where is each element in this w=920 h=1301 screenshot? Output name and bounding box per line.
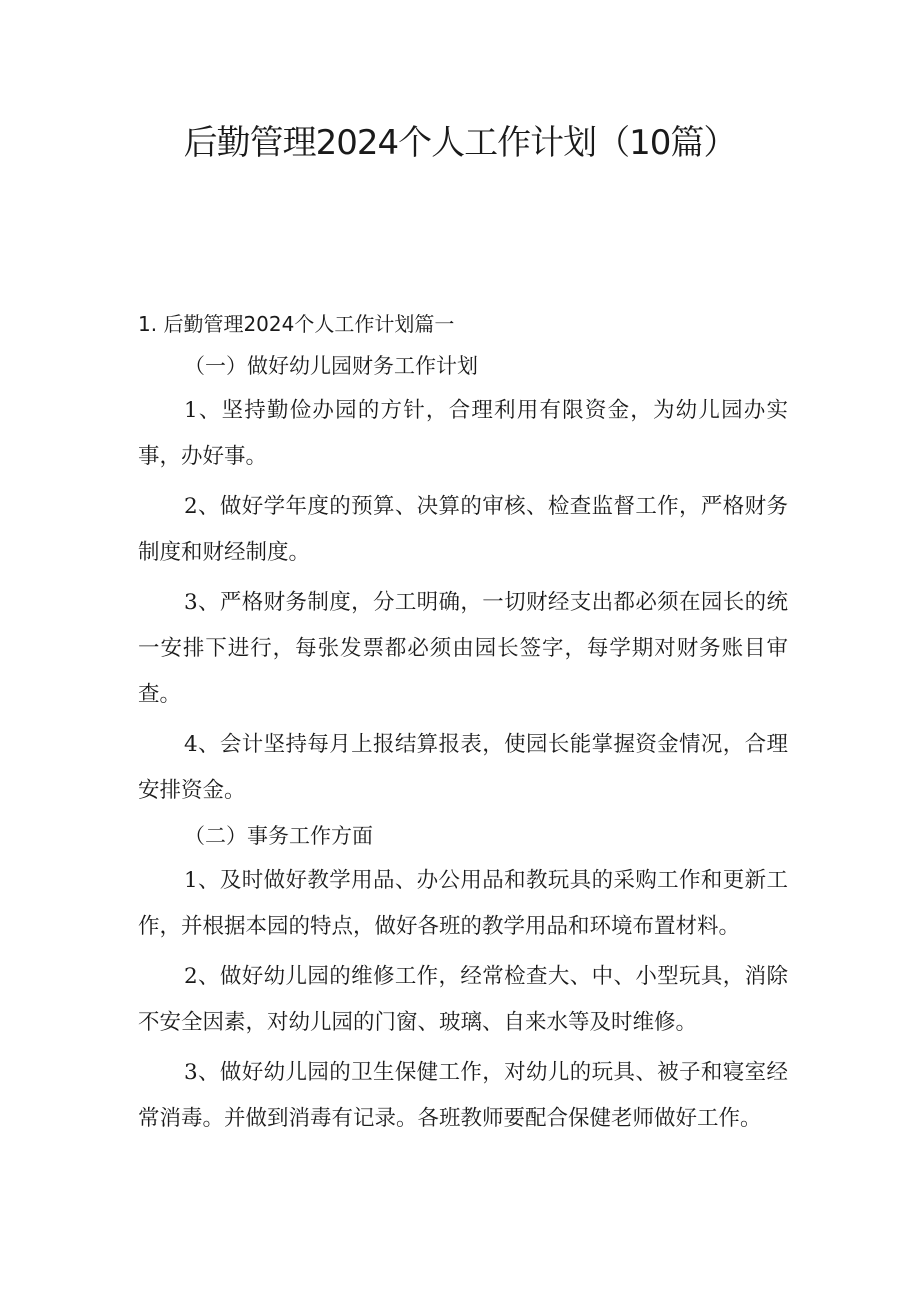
part1-item-3: 3、严格财务制度，分工明确，一切财经支出都必须在园长的统一安排下进行，每张发票都必须由园长签字，每学期对财务账目审查。 — [138, 590, 788, 707]
part1-item-4: 4、会计坚持每月上报结算报表，使园长能掌握资金情况，合理安排资金。 — [138, 732, 788, 803]
part2-item-3: 3、做好幼儿园的卫生保健工作，对幼儿的玩具、被子和寝室经常消毒。并做到消毒有记录。各班教师要配合保健老师做好工作。 — [138, 1060, 788, 1131]
part1-heading: （一）做好幼儿园财务工作计划 — [184, 354, 478, 378]
section-heading: 1. 后勤管理2024个人工作计划篇一 — [138, 312, 455, 336]
part1-item-2: 2、做好学年度的预算、决算的审核、检查监督工作，严格财务制度和财经制度。 — [138, 494, 788, 565]
part2-heading: （二）事务工作方面 — [184, 824, 373, 848]
document-body — [138, 306, 788, 1146]
part2-item-1: 1、及时做好教学用品、办公用品和教玩具的采购工作和更新工作，并根据本园的特点，做好各班的教学用品和环境布置材料。 — [138, 868, 788, 939]
part1-item-1: 1、坚持勤俭办园的方针，合理利用有限资金，为幼儿园办实事，办好事。 — [138, 398, 788, 469]
part2-item-2: 2、做好幼儿园的维修工作，经常检查大、中、小型玩具，消除不安全因素，对幼儿园的门窗、玻璃、自来水等及时维修。 — [138, 964, 788, 1035]
document-title: 后勤管理2024个人工作计划（10篇） — [183, 123, 737, 163]
